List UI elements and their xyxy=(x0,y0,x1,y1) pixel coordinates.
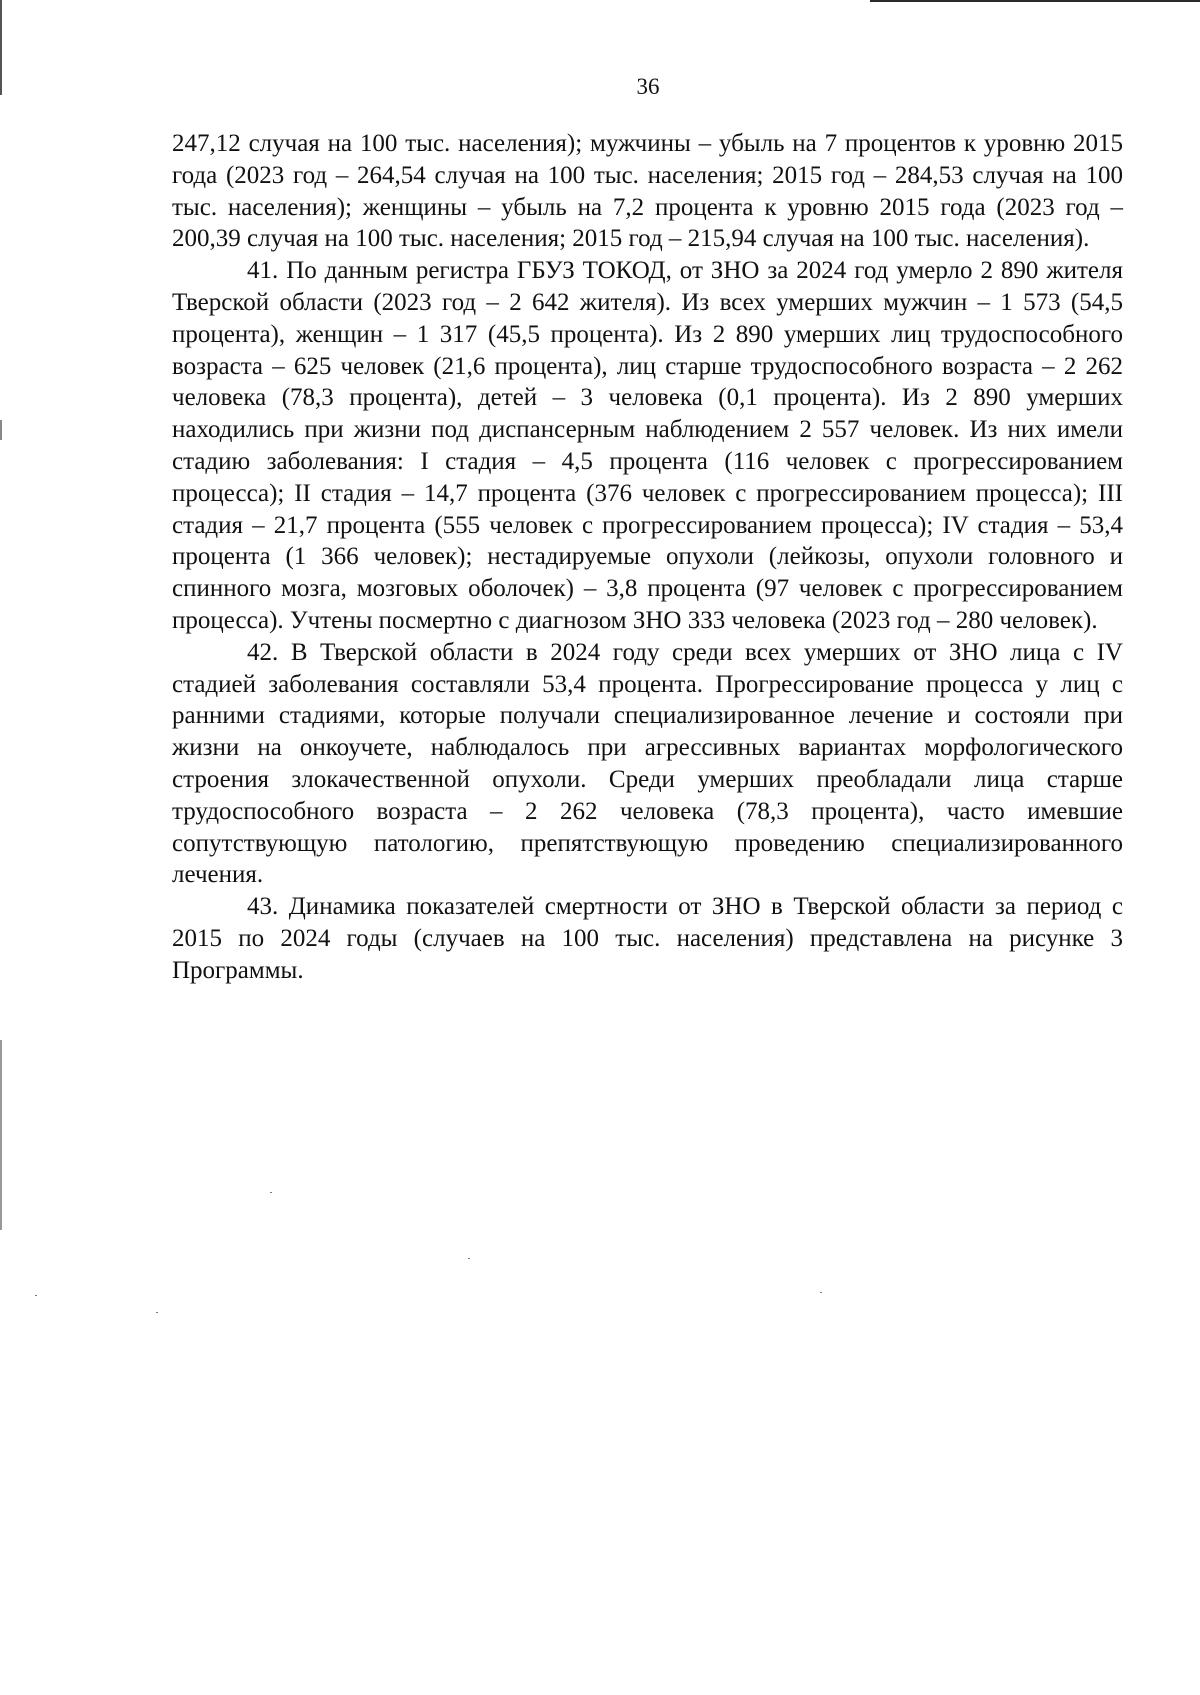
scan-left-edge xyxy=(0,0,2,1230)
paragraph-41: 41. По данным регистра ГБУЗ ТОКОД, от ЗНО за 2024 год умерло 2 890 жителя Тверской области (2023 год – 2 642 жителя). Из всех умерших мужчин – 1 573 (54,5 процента), женщин – 1 317 (45,5 процента). Из 2 890 умерших лиц трудоспособного возраста – 625 человек (21,6 процента), лиц старше трудоспособного возраста – 2 262 человека (78,3 процента), детей – 3 человека (0,1 процента). Из 2 890 умерших находились при жизни под диспансерным наблюдением 2 557 человек. Из них имели стадию заболевания: I стадия – 4,5 процента (116 человек с прогрессированием процесса); II стадия – 14,7 процента (376 человек с прогрессированием процесса); III стадия – 21,7 процента (555 человек с прогрессированием процесса); IV стадия – 53,4 процента (1 366 человек); нестадируемые опухоли (лейкозы, опухоли головного и спинного мозга, мозговых оболочек) – 3,8 процента (97 человек с прогрессированием процесса). Учтены посмертно с диагнозом ЗНО 333 человека (2023 год – 280 человек). xyxy=(172,257,1123,634)
scan-speck xyxy=(820,1292,822,1293)
scan-speck xyxy=(156,1312,158,1313)
document-body xyxy=(172,128,1123,987)
scan-speck xyxy=(270,1192,272,1193)
paragraph-continuation: 247,12 случая на 100 тыс. населения); мужчины – убыль на 7 процентов к уровню 2015 года (2023 год – 264,54 случая на 100 тыс. населения; 2015 год – 284,53 случая на 100 тыс. населения); женщины – убыль на 7,2 процента к уровню 2015 года (2023 год – 200,39 случая на 100 тыс. населения; 2015 год – 215,94 случая на 100 тыс. населения). xyxy=(172,130,1123,253)
scan-border-line xyxy=(870,0,1200,2)
page-number: 36 xyxy=(636,74,660,99)
paragraph-43: 43. Динамика показателей смертности от ЗНО в Тверской области за период с 2015 по 2024 годы (случаев на 100 тыс. населения) представлена на рисунке 3 Программы. xyxy=(172,893,1123,984)
scan-speck xyxy=(468,1258,470,1259)
scan-speck xyxy=(35,1295,37,1296)
paragraph-42: 42. В Тверской области в 2024 году среди всех умерших от ЗНО лица с IV стадией заболевания составляли 53,4 процента. Прогрессирование процесса у лиц с ранними стадиями, которые получали специализированное лечение и состояли при жизни на онкоучете, наблюдалось при агрессивных вариантах морфологического строения злокачественной опухоли. Среди умерших преобладали лица старше трудоспособного возраста – 2 262 человека (78,3 процента), часто имевшие сопутствующую патологию, препятствующую проведению специализированного лечения. xyxy=(172,638,1123,889)
